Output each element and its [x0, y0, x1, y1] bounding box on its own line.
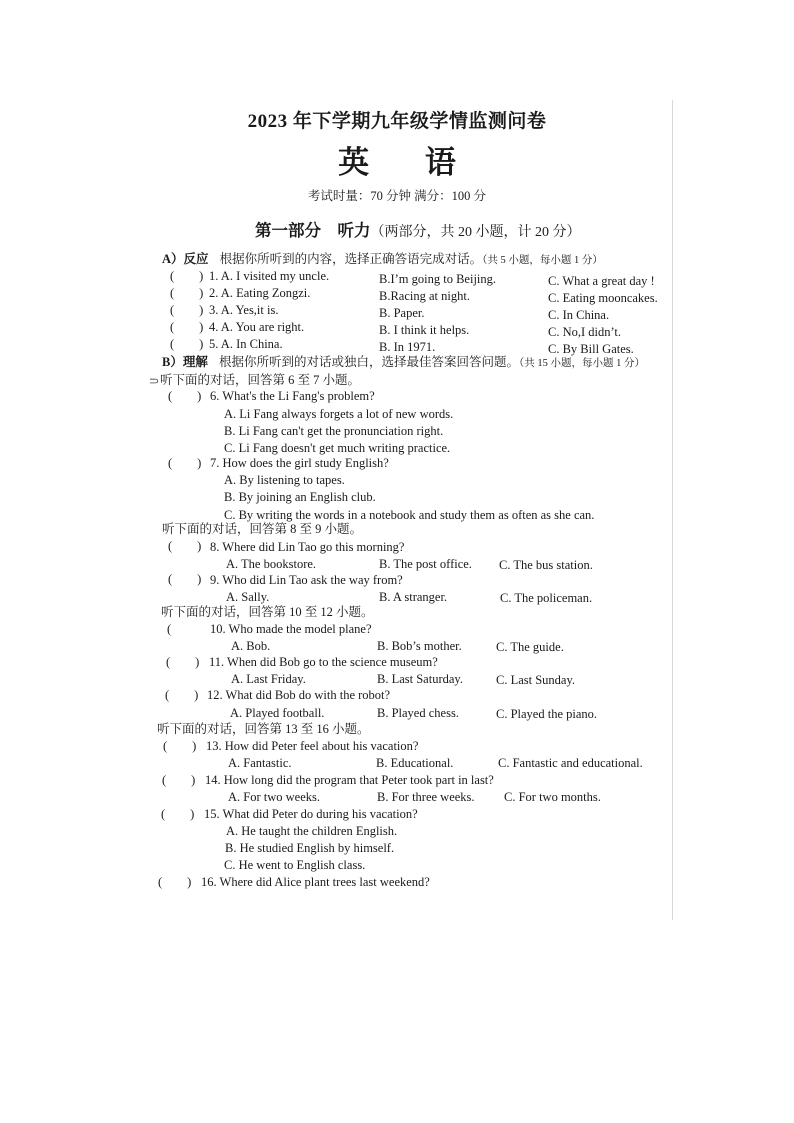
section-a-heading: [162, 251, 603, 269]
section-b-note: （共 15 小题，每小题 1 分）: [518, 358, 645, 369]
question-10-option-b: B. Bob’s mother.: [377, 639, 462, 653]
part-one-label: 第一部分 听力: [255, 221, 371, 240]
question-15-option-a: A. He taught the children English.: [226, 824, 398, 838]
question-5-option-b: B. In 1971.: [379, 340, 436, 354]
question-12-stem: 12. What did Bob do with the robot?: [207, 688, 391, 702]
question-7-option-b: B. By joining an English club.: [224, 490, 376, 504]
section-b-label: B）理解: [162, 355, 208, 369]
question-9-option-c: C. The policeman.: [500, 591, 593, 605]
question-7-stem: 7. How does the girl study English?: [210, 456, 389, 470]
question-13-option-b: B. Educational.: [376, 756, 454, 770]
question-9-stem: 9. Who did Lin Tao ask the way from?: [210, 573, 403, 587]
question-15-option-b: B. He studied English by himself.: [225, 841, 395, 855]
question-1-option-a: 1. A. I visited my uncle.: [209, 269, 330, 283]
question-6-option-c: C. Li Fang doesn't get much writing practice.: [224, 441, 451, 455]
question-14-stem: 14. How long did the program that Peter took part in last?: [205, 773, 494, 787]
question-12-option-b: B. Played chess.: [377, 706, 459, 720]
question-1-option-c: C. What a great day !: [548, 274, 655, 288]
question-15-stem: 15. What did Peter do during his vacation?: [204, 807, 418, 821]
question-6-stem: 6. What's the Li Fang's problem?: [210, 389, 375, 403]
answer-paren[interactable]: ( ): [170, 286, 204, 300]
question-3-option-a: 3. A. Yes,it is.: [209, 303, 279, 317]
answer-paren[interactable]: ( ): [162, 773, 196, 787]
question-14-option-a: A. For two weeks.: [228, 790, 321, 804]
answer-paren[interactable]: ( ): [165, 688, 199, 702]
answer-paren[interactable]: ( ): [170, 269, 204, 283]
question-5-option-a: 5. A. In China.: [209, 337, 283, 351]
question-5-option-c: C. By Bill Gates.: [548, 342, 634, 356]
question-6-option-a: A. Li Fang always forgets a lot of new words.: [224, 407, 454, 421]
answer-paren[interactable]: ( ): [168, 456, 202, 470]
part-one-note: （两部分，共 20 小题，计 20 分）: [370, 225, 581, 240]
question-11-option-c: C. Last Sunday.: [496, 673, 576, 687]
answer-paren[interactable]: ( ): [168, 539, 202, 553]
question-2-option-b: B.Racing at night.: [379, 289, 470, 303]
question-7-option-a: A. By listening to tapes.: [224, 473, 345, 487]
page-edge-line: [672, 100, 673, 920]
dialog-intro: 听下面的对话，回答第 10 至 12 小题。: [161, 605, 374, 619]
answer-paren[interactable]: ( ): [170, 337, 204, 351]
question-10-stem: 10. Who made the model plane?: [210, 622, 372, 636]
dialog-intro: 听下面的对话，回答第 6 至 7 小题。: [160, 373, 361, 387]
exam-info: 考试时量：70 分钟 满分：100 分: [307, 189, 487, 203]
dialog-intro: 听下面的对话，回答第 13 至 16 小题。: [157, 722, 370, 736]
section-a-instruction: 根据你所听到的内容，选择正确答语完成对话。: [219, 252, 483, 266]
question-11-option-a: A. Last Friday.: [231, 672, 306, 686]
section-b-heading: [162, 354, 645, 372]
question-6-option-b: B. Li Fang can't get the pronunciation right.: [224, 424, 444, 438]
question-2-option-c: C. Eating mooncakes.: [548, 291, 658, 305]
question-8-option-c: C. The bus station.: [499, 558, 593, 572]
question-8-option-a: A. The bookstore.: [226, 557, 317, 571]
question-3-option-c: C. In China.: [548, 308, 610, 322]
answer-paren[interactable]: ( ): [158, 875, 192, 889]
section-a-label: A）反应: [162, 252, 209, 266]
subject-title: 英 语: [338, 145, 480, 180]
question-4-option-c: C. No,I didn’t.: [548, 325, 622, 339]
answer-paren[interactable]: (: [167, 622, 172, 636]
question-1-option-b: B.I’m going to Beijing.: [379, 272, 497, 286]
answer-paren[interactable]: ( ): [170, 303, 204, 317]
question-11-stem: 11. When did Bob go to the science museum?: [209, 655, 438, 669]
question-11-option-b: B. Last Saturday.: [377, 672, 463, 686]
question-13-option-a: A. Fantastic.: [228, 756, 292, 770]
question-16-stem: 16. Where did Alice plant trees last weekend?: [201, 875, 430, 889]
question-15-option-c: C. He went to English class.: [224, 858, 366, 872]
question-2-option-a: 2. A. Eating Zongzi.: [209, 286, 311, 300]
answer-paren[interactable]: ( ): [168, 572, 202, 586]
pen-mark-icon: ⸧: [147, 375, 161, 390]
answer-paren[interactable]: ( ): [163, 739, 197, 753]
question-4-option-b: B. I think it helps.: [379, 323, 470, 337]
exam-title: 2023 年下学期九年级学情监测问卷: [247, 111, 547, 132]
question-10-option-c: C. The guide.: [496, 640, 564, 654]
part-one-title: [255, 217, 581, 241]
question-7-option-c: C. By writing the words in a notebook and study them as often as she can.: [224, 508, 595, 522]
question-13-stem: 13. How did Peter feel about his vacation?: [206, 739, 419, 753]
answer-paren[interactable]: ( ): [161, 807, 195, 821]
question-3-option-b: B. Paper.: [379, 306, 425, 320]
question-4-option-a: 4. A. You are right.: [209, 320, 305, 334]
section-b-instruction: 根据你所听到的对话或独白，选择最佳答案回答问题。: [218, 355, 519, 369]
question-12-option-a: A. Played football.: [230, 706, 325, 720]
answer-paren[interactable]: ( ): [170, 320, 204, 334]
question-8-stem: 8. Where did Lin Tao go this morning?: [210, 540, 405, 554]
answer-paren[interactable]: ( ): [168, 389, 202, 403]
question-14-option-b: B. For three weeks.: [377, 790, 475, 804]
question-8-option-b: B. The post office.: [379, 557, 472, 571]
question-9-option-a: A. Sally.: [226, 590, 270, 604]
question-14-option-c: C. For two months.: [504, 790, 601, 804]
dialog-intro: 听下面的对话，回答第 8 至 9 小题。: [162, 522, 363, 536]
question-9-option-b: B. A stranger.: [379, 590, 448, 604]
answer-paren[interactable]: ( ): [166, 655, 200, 669]
question-12-option-c: C. Played the piano.: [496, 707, 598, 721]
question-10-option-a: A. Bob.: [231, 639, 271, 653]
section-a-note: （共 5 小题，每小题 1 分）: [482, 255, 603, 266]
question-13-option-c: C. Fantastic and educational.: [498, 756, 643, 770]
